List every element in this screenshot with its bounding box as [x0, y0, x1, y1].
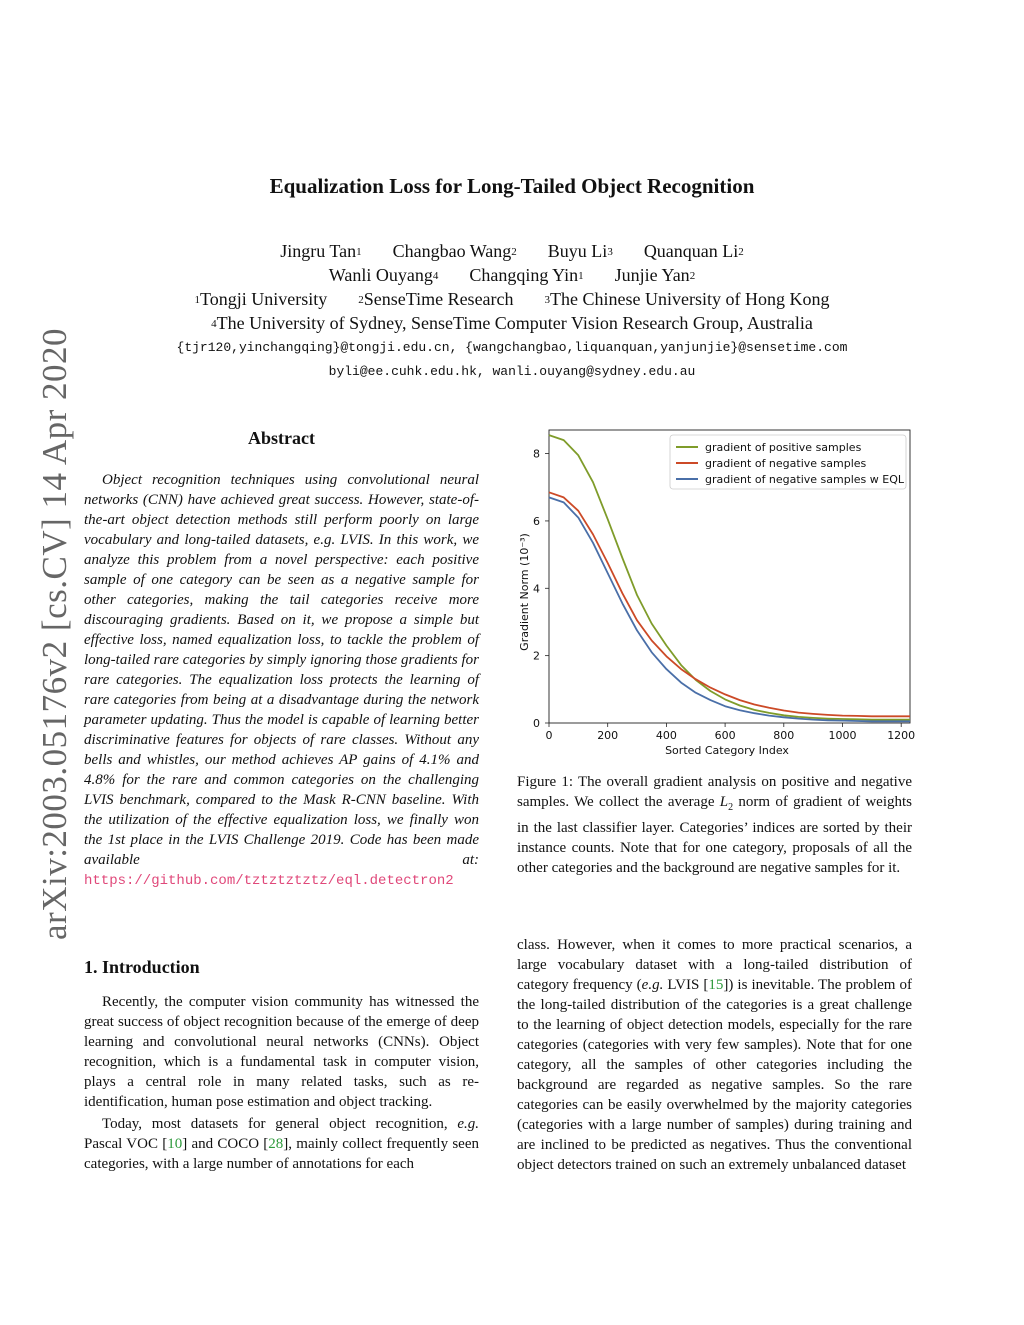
y-tick-label: 8 [533, 447, 540, 461]
citation-link[interactable]: 15 [708, 977, 724, 993]
citation-link[interactable]: 10 [167, 1136, 183, 1152]
y-tick-label: 4 [533, 582, 540, 596]
author: Changqing Yin$^1$ [469, 265, 584, 285]
citation-link[interactable]: 28 [268, 1136, 284, 1152]
abstract-heading: Abstract [248, 428, 315, 448]
x-tick-label: 800 [773, 729, 795, 742]
x-tick-label: 400 [655, 729, 677, 742]
gradient-chart [510, 420, 920, 765]
intro-heading: 1. Introduction [84, 957, 200, 977]
x-tick-label: 200 [597, 729, 619, 742]
legend-label: gradient of positive samples [705, 441, 862, 454]
author: Jingru Tan$^1$ [280, 241, 362, 261]
x-tick-label: 1200 [887, 729, 916, 742]
y-tick-label: 6 [533, 514, 540, 528]
intro-column-right: class. However, when it comes to more practical scenarios, a large vocabulary dataset with a long-tailed distribution of category frequency (e.g. LVIS [15]) is inevitable. The problem of the long-tailed distribution of the categories is a great challenge to the learning of object detection models, especially for the rare categories (categories with very few samples). Note that for one category, all the samples of other categories including the background are regarded as negative samples. So the rare categories can be easily overwhelmed by the majority categories (categories with a large number of samples) during training and are inclined to be predicted as negatives. Thus the conventional object detectors trained on such an extremely unbalanced dataset [517, 937, 912, 1173]
paper-title: Equalization Loss for Long-Tailed Object Recognition [269, 174, 755, 198]
legend-label: gradient of negative samples [705, 457, 867, 470]
x-tick-label: 1000 [828, 729, 857, 742]
author: Changbao Wang$^2$ [392, 241, 517, 261]
author: Buyu Li$^3$ [547, 241, 613, 261]
arxiv-stamp: arXiv:2003.05176v2 [cs.CV] 14 Apr 2020 [35, 327, 74, 940]
series-line-2 [549, 492, 910, 716]
intro-column-left [84, 992, 479, 1174]
legend-label: gradient of negative samples w EQL [705, 473, 904, 486]
author: Quanquan Li$^2$ [643, 241, 744, 261]
y-tick-label: 2 [533, 649, 540, 663]
code-link[interactable]: https://github.com/tztztztztz/eql.detectron2 [84, 873, 454, 889]
affiliations-line-1 [0, 288, 1024, 314]
x-tick-label: 0 [545, 729, 553, 742]
series-line-3 [549, 497, 910, 721]
author: Junjie Yan$^2$ [614, 265, 696, 285]
affiliation: $^1$Tongji University [194, 289, 328, 309]
emails-line-1: {tjr120,yinchangqing}@tongji.edu.cn, {wangchangbao,liquanquan,yanjunjie}@sensetime.com [176, 340, 848, 355]
affiliations-line-2: $^4$The University of Sydney, SenseTime Computer Vision Research Group, Australia [211, 313, 813, 333]
chart-y-axis-label: Gradient Norm (10⁻³) [518, 533, 531, 651]
chart-x-axis-label: Sorted Category Index [665, 744, 789, 757]
intro-paragraph-1: Recently, the computer vision community has witnessed the great success of object recognition because of the emerge of deep learning and convolutional neural networks (CNNs). Object recognition, which is a fundamental task in computer vision, plays a central role in many related tasks, such as re-identification, human pose estimation and object tracking. [84, 994, 479, 1110]
authors-line-2 [0, 264, 1024, 290]
author: Wanli Ouyang$^4$ [328, 265, 439, 285]
intro-paragraph-2: Today, most datasets for general object recognition, e.g. Pascal VOC [10] and COCO [28], mainly collect frequently seen categories, with a large number of annotations for each [84, 1116, 480, 1172]
authors-line-1 [0, 240, 1024, 266]
affiliation: $^2$SenseTime Research [358, 289, 514, 309]
y-tick-label: 0 [533, 717, 540, 730]
abstract-body: Object recognition techniques using convolutional neural networks (CNN) have achieved great success. However, state-of-the-art object detection methods still perform poorly on large vocabulary and long-tailed datasets, e.g. LVIS. In this work, we analyze this problem from a novel perspective: each positive sample of one category can be seen as a negative sample for other categories, making the tail categories receive more discouraging gradients. Based on it, we propose a simple but effective loss, named equalization loss, to tackle the problem of long-tailed rare categories by simply ignoring those gradients for rare categories. The equalization loss protects the learning of rare categories from being at a disadvantage during the network parameter updating. Thus the model is capable of learning better discriminative features for objects of rare classes. Without any bells and whistles, our method achieves AP gains of 4.1% and 4.8% for the rare and common categories on the challenging LVIS benchmark, compared to the Mask R-CNN baseline. With the utilization of the effective equalization loss, we finally won the 1st place in the LVIS Challenge 2019. Code has been made available at: https://github.com/tztztztztz/eql.detectron2 [84, 472, 479, 889]
figure-caption: Figure 1: The overall gradient analysis on positive and negative samples. We collect the average $L_2$ norm of gradient of weights in the last classifier layer. Categories’ indices are sorted by their instance counts. Note that for one category, proposals of all the other categories and the background are negative samples for it. [517, 774, 913, 876]
affiliation: $^3$The Chinese University of Hong Kong [544, 289, 830, 309]
emails-line-2: byli@ee.cuhk.edu.hk, wanli.ouyang@sydney.edu.au [328, 364, 696, 379]
x-tick-label: 600 [714, 729, 736, 742]
